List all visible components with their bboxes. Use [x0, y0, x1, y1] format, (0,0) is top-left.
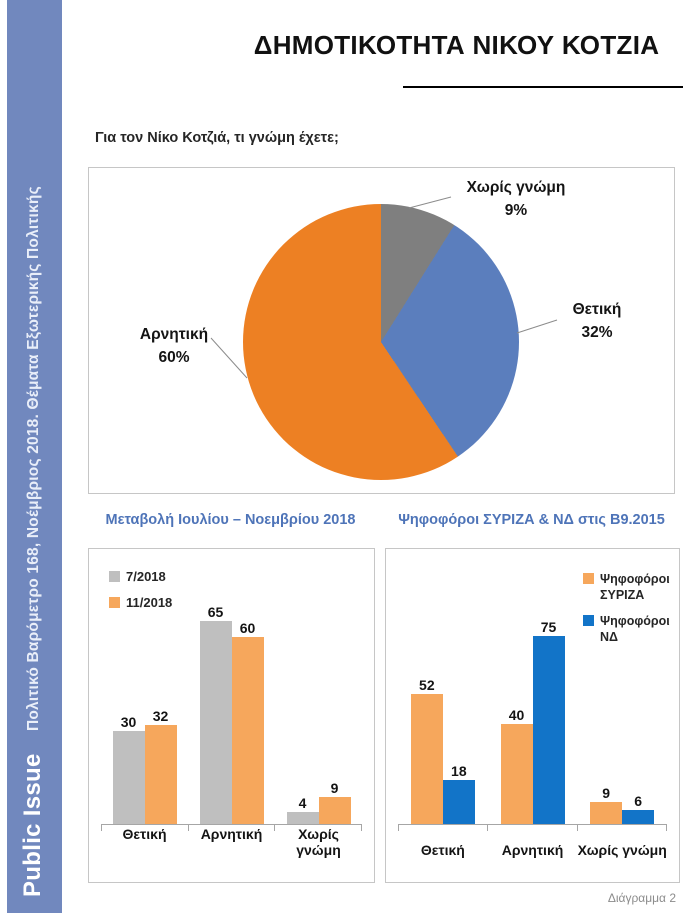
category-label: Θετική	[420, 842, 465, 858]
bar	[590, 802, 622, 825]
pie-label-negative-text: Αρνητική	[139, 326, 209, 343]
bar	[622, 810, 654, 825]
pie-label-positive	[537, 298, 657, 345]
pie-label-no-opinion-text: Χωρίς γνώμη	[466, 179, 566, 196]
bar-value-label: 9	[330, 780, 339, 796]
bar-value-label: 60	[239, 620, 256, 636]
category-label: Χωρίς γνώμη	[577, 842, 667, 858]
bar	[113, 731, 145, 825]
bar-column	[622, 793, 654, 825]
legend-label: Ψηφοφόροι ΝΔ	[600, 613, 670, 644]
bar-value-label: 65	[207, 604, 224, 620]
bar-column	[200, 604, 232, 825]
page-title: ΔΗΜΟΤΙΚΟΤΗΤΑ ΝΙΚΟΥ ΚΟΤΖΙΑ	[253, 30, 660, 60]
category-label: Χωρίς γνώμη	[296, 826, 341, 858]
pie-label-no-opinion	[436, 176, 596, 223]
legend-entry	[583, 571, 671, 604]
left-chart-legend	[109, 569, 172, 621]
legend-swatch-nd-blue	[583, 615, 594, 626]
survey-question: Για τον Νίκο Κοτζιά, τι γνώμη έχετε;	[95, 130, 339, 146]
legend-entry	[583, 613, 671, 646]
bar-value-label: 18	[451, 763, 467, 779]
brand-logo-text: Public Issue	[19, 753, 46, 897]
bar-column	[443, 763, 475, 825]
category-axis-labels	[101, 826, 362, 858]
bar-value-label: 32	[152, 708, 169, 724]
category-label: Αρνητική	[501, 842, 564, 858]
bar-group	[488, 619, 578, 825]
category-label: Αρνητική	[200, 826, 263, 842]
axis-tick-cell	[578, 825, 667, 831]
bar-column	[319, 780, 351, 825]
bar	[533, 636, 565, 825]
left-chart-title: Μεταβολή Ιουλίου – Νοεμβρίου 2018	[105, 512, 356, 528]
title-underline	[403, 86, 683, 88]
bar-value-label: 6	[634, 793, 643, 809]
bar-column	[533, 619, 565, 825]
bar	[232, 637, 264, 825]
right-chart-legend	[583, 571, 671, 654]
bar-column	[145, 708, 177, 825]
axis-tick-cell	[398, 825, 488, 831]
bar-column	[411, 677, 443, 825]
bar-column	[501, 707, 533, 825]
legend-label: Ψηφοφόροι ΣΥΡΙΖΑ	[600, 572, 670, 603]
bar-column	[287, 795, 319, 825]
bar	[411, 694, 443, 825]
bar-value-label: 40	[508, 707, 525, 723]
pie-label-negative-value: 60%	[158, 349, 190, 367]
bar	[319, 797, 351, 825]
x-axis	[398, 824, 667, 831]
plot-area	[101, 604, 362, 825]
right-chart-title: Ψηφοφόροι ΣΥΡΙΖΑ & ΝΔ στις Β9.2015	[398, 512, 665, 528]
bar-value-label: 9	[602, 785, 611, 801]
bar	[145, 725, 177, 825]
bar-column	[590, 785, 622, 825]
bar-group	[577, 785, 667, 825]
legend-swatch-syriza-orange	[583, 573, 594, 584]
bar-value-label: 75	[540, 619, 557, 635]
bar-value-label: 52	[419, 677, 435, 693]
bar-group	[101, 708, 188, 825]
pie-chart	[243, 204, 519, 480]
pie-label-positive-value: 32%	[581, 324, 613, 342]
pie-chart-panel	[88, 167, 675, 494]
legend-entry	[109, 569, 172, 584]
left-sidebar	[7, 0, 62, 913]
pie-label-positive-text: Θετική	[572, 301, 622, 318]
bar-column	[113, 714, 145, 825]
bar-value-label: 4	[298, 795, 307, 811]
category-label: Θετική	[122, 826, 167, 842]
bar-value-label: 30	[120, 714, 137, 730]
left-bar-chart-panel	[88, 548, 375, 883]
figure-caption: Διάγραμμα 2	[607, 891, 676, 905]
bar	[443, 780, 475, 825]
bar-column	[232, 620, 264, 825]
bar-group	[188, 604, 275, 825]
sidebar-caption: Πολιτικό Βαρόμετρο 168, Νοέμβριος 2018. Θέματα Εξωτερικής Πολιτικής	[25, 186, 42, 731]
pie-label-negative	[109, 323, 239, 370]
legend-label: 11/2018	[126, 595, 173, 610]
legend-swatch-gray	[109, 571, 120, 582]
legend-entry	[109, 595, 172, 610]
pie-label-no-opinion-value: 9%	[504, 202, 528, 220]
bar-group	[398, 677, 488, 825]
legend-swatch-orange	[109, 597, 120, 608]
right-bar-chart-panel	[385, 548, 680, 883]
bar	[501, 724, 533, 825]
legend-label: 7/2018	[126, 569, 166, 584]
bar	[200, 621, 232, 825]
axis-tick-cell	[488, 825, 577, 831]
bar-group	[275, 780, 362, 825]
category-axis-labels	[398, 842, 667, 858]
